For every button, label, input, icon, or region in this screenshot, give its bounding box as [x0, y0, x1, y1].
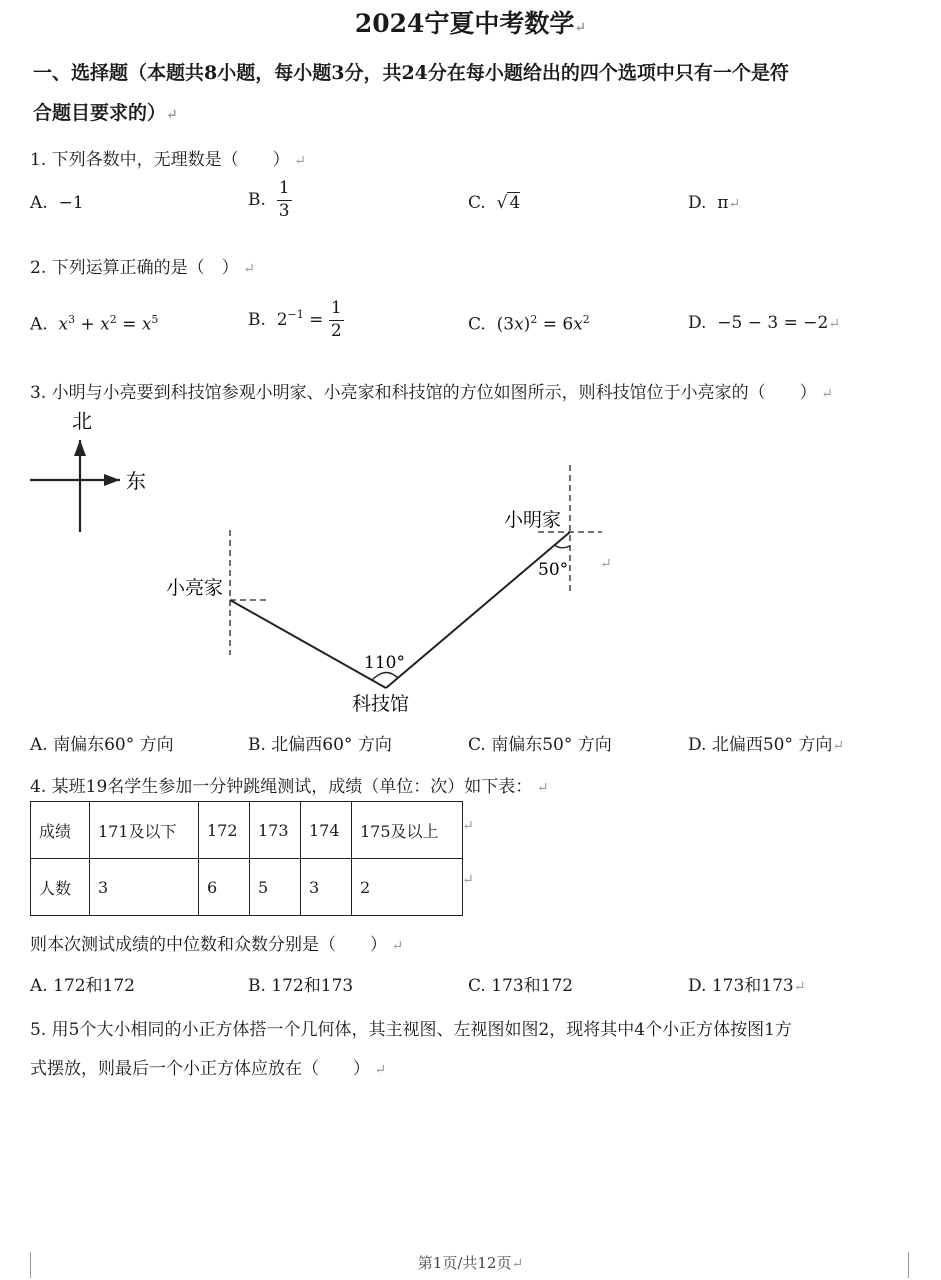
q4-option-a: A. 172和172	[30, 976, 135, 996]
q1-option-c: C. √ 4	[468, 193, 521, 213]
q4-option-c: C. 173和172	[468, 976, 574, 996]
q2-option-d: D. −5 − 3 = −2↵	[688, 313, 841, 333]
table-cell: 3	[90, 859, 199, 916]
q3-option-d: D. 北偏西50° 方向↵	[688, 735, 845, 755]
q1-option-d: D. π↵	[688, 193, 741, 213]
xiaoming-home-label: 小明家	[504, 509, 562, 531]
q1-option-b: B. $\frac{1}{3}$	[248, 178, 290, 221]
question-4-stem: 4. 某班19名学生参加一分钟跳绳测试，成绩（单位：次）如下表： ↵	[30, 777, 549, 797]
q3-option-a: A. 南偏东60° 方向	[30, 735, 174, 755]
paragraph-mark: ↵	[462, 872, 474, 888]
angle-110-label: 110°	[364, 653, 405, 673]
question-5-stem-line1: 5. 用5个大小相同的小正方体搭一个几何体，其主视图、左视图如图2，现将其中4个小正方体按图1方	[30, 1020, 792, 1040]
table-cell: 3	[301, 859, 352, 916]
question-1-stem: 1. 下列各数中，无理数是（ ） ↵	[30, 150, 306, 170]
table-cell: 6	[199, 859, 250, 916]
paragraph-mark: ↵	[462, 818, 474, 834]
section-heading-line1: 一、选择题（本题共8小题，每小题3分，共24分在每小题给出的四个选项中只有一个是符	[33, 62, 789, 84]
east-label: 东	[126, 469, 146, 493]
table-cell: 5	[250, 859, 301, 916]
q1-option-a: A. −1	[30, 193, 84, 213]
table-header-cell: 175及以上	[352, 802, 463, 859]
page-footer: 第1页/共12页↵	[417, 1254, 524, 1272]
xiaoliang-home-label: 小亮家	[166, 577, 224, 599]
table-header-cell: 171及以下	[90, 802, 199, 859]
question-3-stem: 3. 小明与小亮要到科技馆参观小明家、小亮家和科技馆的方位如图所示，则科技馆位于小亮家的（ ） ↵	[30, 383, 833, 403]
q4-option-b: B. 172和173	[248, 976, 354, 996]
q4-option-d: D. 173和173↵	[688, 976, 806, 996]
score-table	[30, 801, 463, 916]
museum-label: 科技馆	[352, 693, 410, 715]
question-4-follow: 则本次测试成绩的中位数和众数分别是（ ） ↵	[30, 935, 404, 955]
north-label: 北	[72, 409, 92, 433]
direction-figure	[0, 400, 941, 730]
section-heading-line2: 合题目要求的）↵	[33, 102, 178, 124]
table-row	[31, 859, 463, 916]
page-title: 2024宁夏中考数学↵	[354, 9, 587, 38]
table-header-cell: 172	[199, 802, 250, 859]
q2-option-a: A. $x^3 + x^2 = x^5$	[30, 313, 159, 335]
q3-option-b: B. 北偏西60° 方向	[248, 735, 392, 755]
paragraph-mark: ↵	[600, 556, 612, 572]
q3-option-c: C. 南偏东50° 方向	[468, 735, 612, 755]
angle-50-label: 50°	[538, 560, 569, 580]
table-header-cell: 174	[301, 802, 352, 859]
compass	[30, 409, 146, 532]
question-2-stem: 2. 下列运算正确的是（ ） ↵	[30, 258, 255, 278]
question-5-stem-line2: 式摆放，则最后一个小正方体应放在（ ） ↵	[30, 1059, 387, 1079]
q2-option-c: C. $(3x)^2 = 6x^2$	[468, 313, 590, 335]
table-header-cell: 成绩	[31, 802, 90, 859]
table-row-label: 人数	[31, 859, 90, 916]
table-cell: 2	[352, 859, 463, 916]
table-row	[31, 802, 463, 859]
q2-option-b: B. $2^{-1}$ = $\frac{1}{2}$	[248, 298, 342, 341]
table-header-cell: 173	[250, 802, 301, 859]
